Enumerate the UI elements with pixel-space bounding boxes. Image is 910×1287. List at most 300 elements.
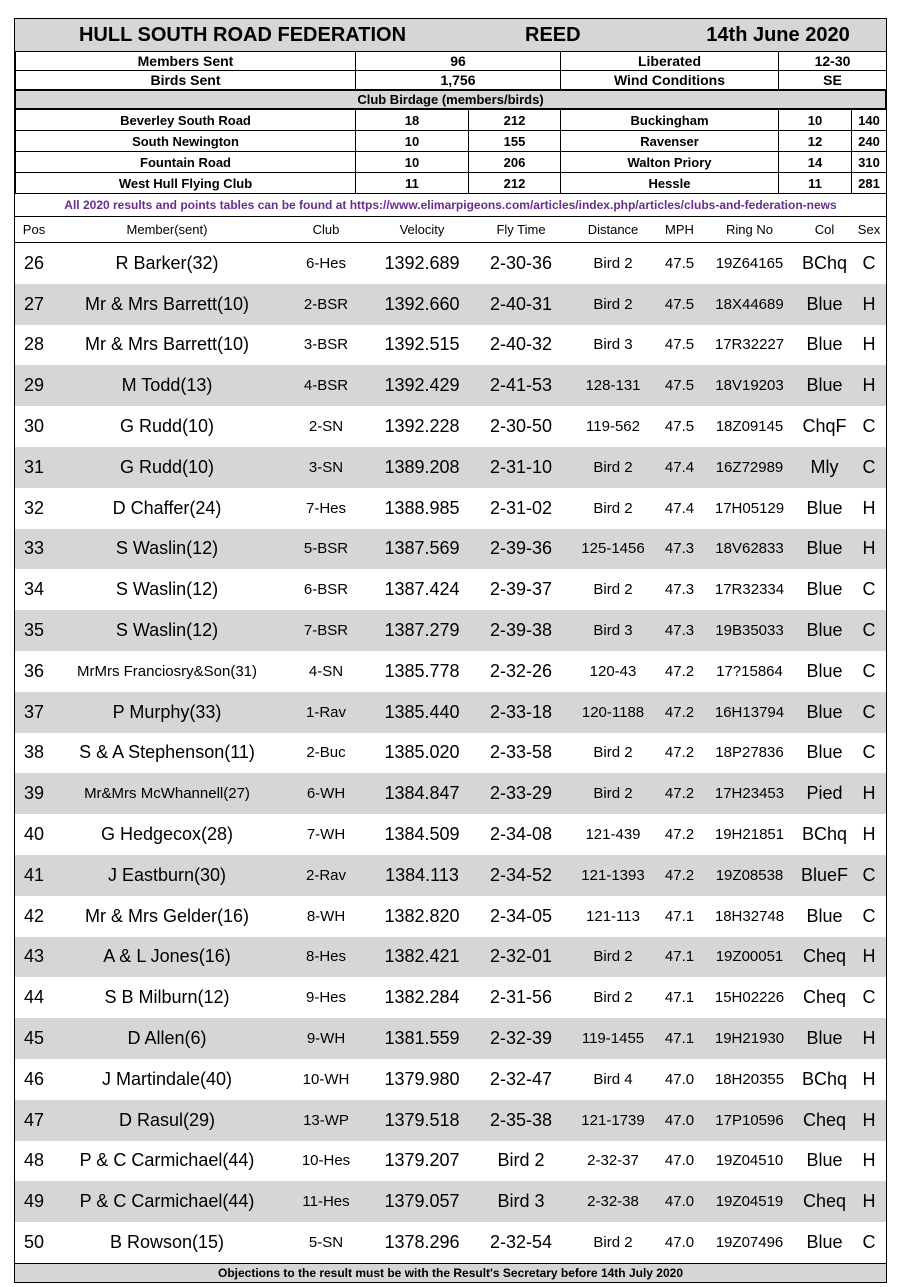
members-sent-value: 96 [356, 52, 561, 71]
result-member: G Rudd(10) [119, 416, 215, 437]
result-pos: 35 [15, 610, 53, 651]
result-col: Cheq [797, 1181, 852, 1222]
result-distance: Bird 2 [569, 447, 657, 488]
result-distance: Bird 2 [593, 499, 633, 517]
result-member: Mr & Mrs Gelder(16) [84, 905, 250, 926]
result-ring-no: 15H02226 [714, 989, 785, 1007]
result-ring-no: 19Z64165 [715, 254, 784, 272]
club-row [16, 131, 887, 152]
result-col: BChq [801, 824, 848, 845]
table-row [15, 447, 886, 488]
result-mph: 47.0 [657, 1100, 702, 1141]
result-pos: 44 [23, 987, 45, 1008]
result-velocity: 1392.429 [371, 365, 473, 406]
result-fly-time: 2-31-10 [473, 447, 569, 488]
club-row [16, 152, 887, 173]
result-pos: 38 [23, 742, 45, 763]
result-col: Blue [797, 610, 852, 651]
result-col: Blue [806, 497, 843, 518]
result-fly-time: 2-40-31 [473, 284, 569, 325]
result-mph: 47.0 [664, 1152, 695, 1170]
result-fly-time: 2-33-58 [489, 742, 553, 763]
result-ring-no: 19Z08538 [702, 855, 797, 896]
result-velocity: 1392.515 [384, 334, 460, 355]
result-fly-time: 2-33-29 [473, 773, 569, 814]
result-sex: H [852, 1100, 886, 1141]
result-fly-time: 2-32-47 [489, 1068, 553, 1089]
result-sex: C [852, 610, 886, 651]
result-sex: H [852, 529, 886, 570]
result-member: MrMrs Franciosry&Son(31) [76, 662, 258, 680]
result-velocity: 1379.057 [371, 1181, 473, 1222]
result-ring-no: 19Z07496 [715, 1234, 784, 1252]
result-distance: 125-1456 [569, 529, 657, 570]
result-sex: C [862, 742, 876, 763]
result-member: J Eastburn(30) [53, 855, 281, 896]
result-sex: C [862, 905, 876, 926]
result-velocity: 1379.518 [371, 1100, 473, 1141]
birds-sent-value: 1,756 [356, 71, 561, 90]
result-col: Blue [806, 905, 843, 926]
club-birds: 206 [469, 152, 561, 173]
result-club: 6-WH [281, 773, 371, 814]
link-notice-table [15, 194, 886, 217]
result-club: 5-SN [308, 1234, 344, 1252]
table-row [15, 406, 886, 447]
result-fly-time: 2-32-01 [473, 937, 569, 978]
liberated-label: Liberated [561, 52, 779, 71]
club-members: 12 [779, 131, 852, 152]
result-ring-no: 17?15864 [716, 662, 783, 680]
table-row [15, 937, 886, 978]
result-distance: Bird 2 [593, 581, 633, 599]
result-col: Blue [806, 742, 843, 763]
result-mph: 47.2 [664, 744, 695, 762]
result-ring-no: 17R32334 [714, 581, 785, 599]
result-sex: C [852, 855, 886, 896]
club-birds: 140 [852, 110, 887, 131]
result-fly-time: 2-41-53 [473, 365, 569, 406]
col-header-distance: Distance [569, 217, 657, 243]
result-velocity: 1385.778 [384, 660, 460, 681]
result-club: 7-WH [306, 826, 346, 844]
result-col: Blue [797, 284, 852, 325]
result-velocity: 1385.440 [371, 692, 473, 733]
result-distance: 2-32-37 [587, 1152, 639, 1170]
club-members: 10 [356, 152, 469, 173]
col-header-ring-no: Ring No [702, 217, 797, 243]
table-row [15, 569, 886, 610]
table-row [15, 1181, 886, 1222]
club-name: Buckingham [561, 110, 779, 131]
result-pos: 45 [15, 1018, 53, 1059]
table-row [15, 1141, 886, 1182]
result-velocity: 1387.569 [371, 529, 473, 570]
club-members: 14 [779, 152, 852, 173]
result-mph: 47.2 [664, 662, 695, 680]
result-ring-no: 18H32748 [714, 907, 785, 925]
result-velocity: 1382.421 [371, 937, 473, 978]
club-birds: 310 [852, 152, 887, 173]
table-row [15, 610, 886, 651]
result-club: 11-Hes [281, 1181, 371, 1222]
result-distance: Bird 4 [593, 1070, 633, 1088]
club-name: Fountain Road [16, 152, 356, 173]
result-club: 10-WH [302, 1070, 350, 1088]
result-sex: C [862, 1232, 876, 1253]
result-member: S B Milburn(12) [104, 987, 230, 1008]
result-sex: H [852, 937, 886, 978]
result-mph: 47.5 [657, 284, 702, 325]
result-club: 2-Buc [306, 744, 346, 762]
result-club: 5-BSR [281, 529, 371, 570]
result-member: S Waslin(12) [53, 529, 281, 570]
table-row [15, 814, 886, 855]
result-distance: 121-1393 [569, 855, 657, 896]
result-pos: 47 [15, 1100, 53, 1141]
result-club: 7-BSR [281, 610, 371, 651]
result-pos: 31 [15, 447, 53, 488]
result-mph: 47.3 [664, 581, 695, 599]
result-ring-no: 19H21930 [702, 1018, 797, 1059]
col-header-club: Club [281, 217, 371, 243]
result-sex: H [852, 1018, 886, 1059]
result-ring-no: 19B35033 [702, 610, 797, 651]
result-club: 8-WH [306, 907, 346, 925]
result-velocity: 1392.228 [384, 416, 460, 437]
result-club: 3-SN [281, 447, 371, 488]
result-club: 6-BSR [303, 581, 349, 599]
result-sex: C [862, 660, 876, 681]
result-mph: 47.5 [664, 336, 695, 354]
result-pos: 41 [15, 855, 53, 896]
result-distance: 119-1455 [569, 1018, 657, 1059]
result-club: 1-Rav [281, 692, 371, 733]
result-fly-time: 2-40-32 [489, 334, 553, 355]
result-mph: 47.0 [664, 1234, 695, 1252]
club-members: 11 [779, 173, 852, 194]
result-col: Blue [797, 1018, 852, 1059]
result-distance: Bird 3 [569, 610, 657, 651]
result-mph: 47.5 [664, 418, 695, 436]
result-distance: Bird 2 [569, 773, 657, 814]
result-velocity: 1379.207 [384, 1150, 460, 1171]
results-link-notice[interactable]: All 2020 results and points tables can be found at https://www.elimarpigeons.com/articles/index.php/articles/clubs-and-federation-news [15, 194, 886, 217]
club-birdage-title: Club Birdage (members/birds) [16, 91, 886, 109]
col-header-col: Col [797, 217, 852, 243]
result-velocity: 1382.284 [384, 987, 460, 1008]
result-mph: 47.2 [664, 826, 695, 844]
result-member: D Chaffer(24) [112, 497, 222, 518]
result-distance: Bird 2 [593, 254, 633, 272]
result-pos: 36 [23, 660, 45, 681]
result-pos: 29 [15, 365, 53, 406]
result-mph: 47.4 [664, 499, 695, 517]
result-club: 13-WP [281, 1100, 371, 1141]
result-col: Blue [797, 529, 852, 570]
result-distance: 128-131 [569, 365, 657, 406]
result-col: Cheq [797, 1100, 852, 1141]
table-row [15, 325, 886, 366]
result-ring-no: 17P10596 [702, 1100, 797, 1141]
result-fly-time: 2-39-38 [473, 610, 569, 651]
result-pos: 27 [15, 284, 53, 325]
table-row [15, 1100, 886, 1141]
club-name: South Newington [16, 131, 356, 152]
result-mph: 47.0 [664, 1070, 695, 1088]
table-row [15, 1018, 886, 1059]
result-member: P & C Carmichael(44) [79, 1150, 255, 1171]
result-pos: 50 [23, 1232, 45, 1253]
results-body [15, 243, 886, 1263]
result-mph: 47.2 [657, 692, 702, 733]
result-pos: 33 [15, 529, 53, 570]
result-velocity: 1392.660 [371, 284, 473, 325]
result-ring-no: 18P27836 [715, 744, 784, 762]
result-fly-time: 2-39-37 [489, 579, 553, 600]
result-sex: C [852, 447, 886, 488]
result-sex: C [862, 987, 876, 1008]
result-ring-no: 18V19203 [702, 365, 797, 406]
result-member: G Rudd(10) [53, 447, 281, 488]
result-ring-no: 16Z72989 [702, 447, 797, 488]
result-col: Cheq [797, 937, 852, 978]
result-member: Mr & Mrs Barrett(10) [84, 334, 249, 355]
result-club: 2-Rav [281, 855, 371, 896]
result-sex: H [852, 365, 886, 406]
result-fly-time: 2-35-38 [473, 1100, 569, 1141]
result-sex: H [862, 1150, 876, 1171]
result-club: 3-BSR [303, 336, 349, 354]
result-fly-time: 2-33-18 [473, 692, 569, 733]
result-col: BChq [801, 252, 848, 273]
race-point-title: REED [470, 19, 670, 51]
result-distance: Bird 2 [569, 937, 657, 978]
result-ring-no: 18V62833 [702, 529, 797, 570]
col-header-velocity: Velocity [371, 217, 473, 243]
result-club: 9-WH [281, 1018, 371, 1059]
result-ring-no: 19H21851 [714, 826, 785, 844]
result-distance: 121-439 [585, 826, 641, 844]
result-pos: 34 [23, 579, 45, 600]
result-member: J Martindale(40) [101, 1068, 233, 1089]
result-col: Pied [797, 773, 852, 814]
result-distance: 120-43 [589, 662, 637, 680]
result-club: 8-Hes [281, 937, 371, 978]
result-member: P & C Carmichael(44) [53, 1181, 281, 1222]
wind-label: Wind Conditions [561, 71, 779, 90]
result-ring-no: 17H05129 [714, 499, 785, 517]
result-col: Blue [797, 365, 852, 406]
club-members: 11 [356, 173, 469, 194]
wind-value: SE [779, 71, 887, 90]
table-row [15, 529, 886, 570]
result-velocity: 1381.559 [371, 1018, 473, 1059]
result-distance: Bird 3 [593, 336, 633, 354]
result-pos: 28 [23, 334, 45, 355]
result-ring-no: 17R32227 [714, 336, 785, 354]
result-sex: H [862, 1068, 876, 1089]
club-birds: 155 [469, 131, 561, 152]
table-row [15, 365, 886, 406]
result-member: D Rasul(29) [53, 1100, 281, 1141]
result-member: M Todd(13) [53, 365, 281, 406]
club-birds: 240 [852, 131, 887, 152]
result-club: 6-Hes [305, 254, 346, 272]
club-name: Ravenser [561, 131, 779, 152]
result-club: 4-BSR [281, 365, 371, 406]
club-birds: 212 [469, 173, 561, 194]
club-members: 18 [356, 110, 469, 131]
col-header-member: Member(sent) [53, 217, 281, 243]
result-sex: C [862, 579, 876, 600]
result-col: Blue [806, 660, 843, 681]
result-pos: 43 [15, 937, 53, 978]
result-fly-time: 2-32-26 [489, 660, 553, 681]
results-table [15, 217, 886, 1263]
result-member: Mr & Mrs Barrett(10) [53, 284, 281, 325]
result-pos: 49 [15, 1181, 53, 1222]
result-sex: H [862, 497, 876, 518]
result-velocity: 1384.509 [384, 824, 460, 845]
result-club: 4-SN [308, 662, 344, 680]
result-member: G Hedgecox(28) [100, 824, 234, 845]
result-distance: Bird 2 [593, 1234, 633, 1252]
birds-sent-label: Birds Sent [16, 71, 356, 90]
members-sent-label: Members Sent [16, 52, 356, 71]
result-velocity: 1379.980 [384, 1068, 460, 1089]
result-pos: 32 [23, 497, 45, 518]
table-row [15, 855, 886, 896]
table-row [15, 1059, 886, 1100]
results-sheet [14, 18, 887, 1283]
result-ring-no: 19Z04519 [702, 1181, 797, 1222]
table-row [15, 733, 886, 774]
result-distance: Bird 2 [593, 744, 633, 762]
result-member: A & L Jones(16) [53, 937, 281, 978]
info-table [15, 51, 887, 90]
result-club: 9-Hes [305, 989, 346, 1007]
result-mph: 47.3 [657, 610, 702, 651]
result-mph: 47.5 [657, 365, 702, 406]
table-row [15, 1222, 886, 1263]
table-row [15, 284, 886, 325]
result-member: R Barker(32) [115, 252, 219, 273]
result-fly-time: 2-31-02 [489, 497, 553, 518]
result-col: ChqF [802, 416, 847, 437]
result-sex: H [852, 284, 886, 325]
liberated-value: 12-30 [779, 52, 887, 71]
result-ring-no: 18H20355 [714, 1070, 785, 1088]
footer-table [15, 1263, 886, 1282]
race-date: 14th June 2020 [670, 19, 886, 51]
result-col: Cheq [802, 987, 847, 1008]
column-header-row [15, 217, 886, 243]
result-mph: 47.1 [657, 937, 702, 978]
result-velocity: 1385.020 [384, 742, 460, 763]
col-header-fly-time: Fly Time [473, 217, 569, 243]
result-velocity: 1387.279 [371, 610, 473, 651]
result-col: Blue [797, 692, 852, 733]
table-row [15, 651, 886, 692]
result-sex: C [862, 416, 876, 437]
table-row [15, 773, 886, 814]
result-pos: 30 [23, 416, 45, 437]
result-col: Mly [797, 447, 852, 488]
result-mph: 47.1 [657, 1018, 702, 1059]
result-mph: 47.4 [657, 447, 702, 488]
result-distance: 2-32-38 [569, 1181, 657, 1222]
result-member: S Waslin(12) [53, 610, 281, 651]
result-member: S Waslin(12) [115, 579, 219, 600]
result-fly-time: 2-30-36 [489, 252, 553, 273]
objections-footer: Objections to the result must be with the Result's Secretary before 14th July 2020 [15, 1263, 886, 1282]
result-ring-no: 19Z00051 [702, 937, 797, 978]
result-velocity: 1389.208 [371, 447, 473, 488]
result-velocity: 1388.985 [384, 497, 460, 518]
result-club: 10-Hes [301, 1152, 351, 1170]
result-mph: 47.5 [664, 254, 695, 272]
result-velocity: 1378.296 [384, 1232, 460, 1253]
result-member: D Allen(6) [53, 1018, 281, 1059]
title-table [15, 19, 886, 51]
result-member: P Murphy(33) [53, 692, 281, 733]
result-ring-no: 17H23453 [702, 773, 797, 814]
col-header-sex: Sex [852, 217, 886, 243]
club-name: Hessle [561, 173, 779, 194]
club-name: West Hull Flying Club [16, 173, 356, 194]
result-ring-no: 16H13794 [702, 692, 797, 733]
club-name: Walton Priory [561, 152, 779, 173]
result-velocity: 1384.847 [371, 773, 473, 814]
result-fly-time: 2-34-52 [473, 855, 569, 896]
result-col: BlueF [797, 855, 852, 896]
table-row [15, 243, 886, 284]
result-col: BChq [801, 1068, 848, 1089]
table-row [15, 488, 886, 529]
result-fly-time: 2-39-36 [473, 529, 569, 570]
col-header-pos: Pos [15, 217, 53, 243]
result-distance: Bird 2 [569, 284, 657, 325]
result-col: Blue [806, 1150, 843, 1171]
result-fly-time: 2-31-56 [489, 987, 553, 1008]
result-col: Blue [806, 579, 843, 600]
club-members: 10 [356, 131, 469, 152]
result-distance: 121-1739 [569, 1100, 657, 1141]
result-member: Mr&Mrs McWhannell(27) [53, 773, 281, 814]
result-ring-no: 18X44689 [702, 284, 797, 325]
result-fly-time: 2-34-08 [489, 824, 553, 845]
club-birdage-band [15, 90, 886, 109]
club-birdage-table [15, 109, 887, 194]
result-fly-time: 2-30-50 [489, 416, 553, 437]
col-header-mph: MPH [657, 217, 702, 243]
result-mph: 47.1 [664, 907, 695, 925]
result-club: 2-BSR [281, 284, 371, 325]
result-club: 2-SN [308, 418, 344, 436]
result-pos: 26 [23, 252, 45, 273]
club-birds: 281 [852, 173, 887, 194]
club-name: Beverley South Road [16, 110, 356, 131]
result-fly-time: 2-34-05 [489, 905, 553, 926]
club-row [16, 110, 887, 131]
federation-title: HULL SOUTH ROAD FEDERATION [15, 19, 470, 51]
result-velocity: 1382.820 [384, 905, 460, 926]
result-sex: H [862, 334, 876, 355]
result-sex: H [862, 824, 876, 845]
club-members: 10 [779, 110, 852, 131]
result-fly-time: 2-32-39 [473, 1018, 569, 1059]
